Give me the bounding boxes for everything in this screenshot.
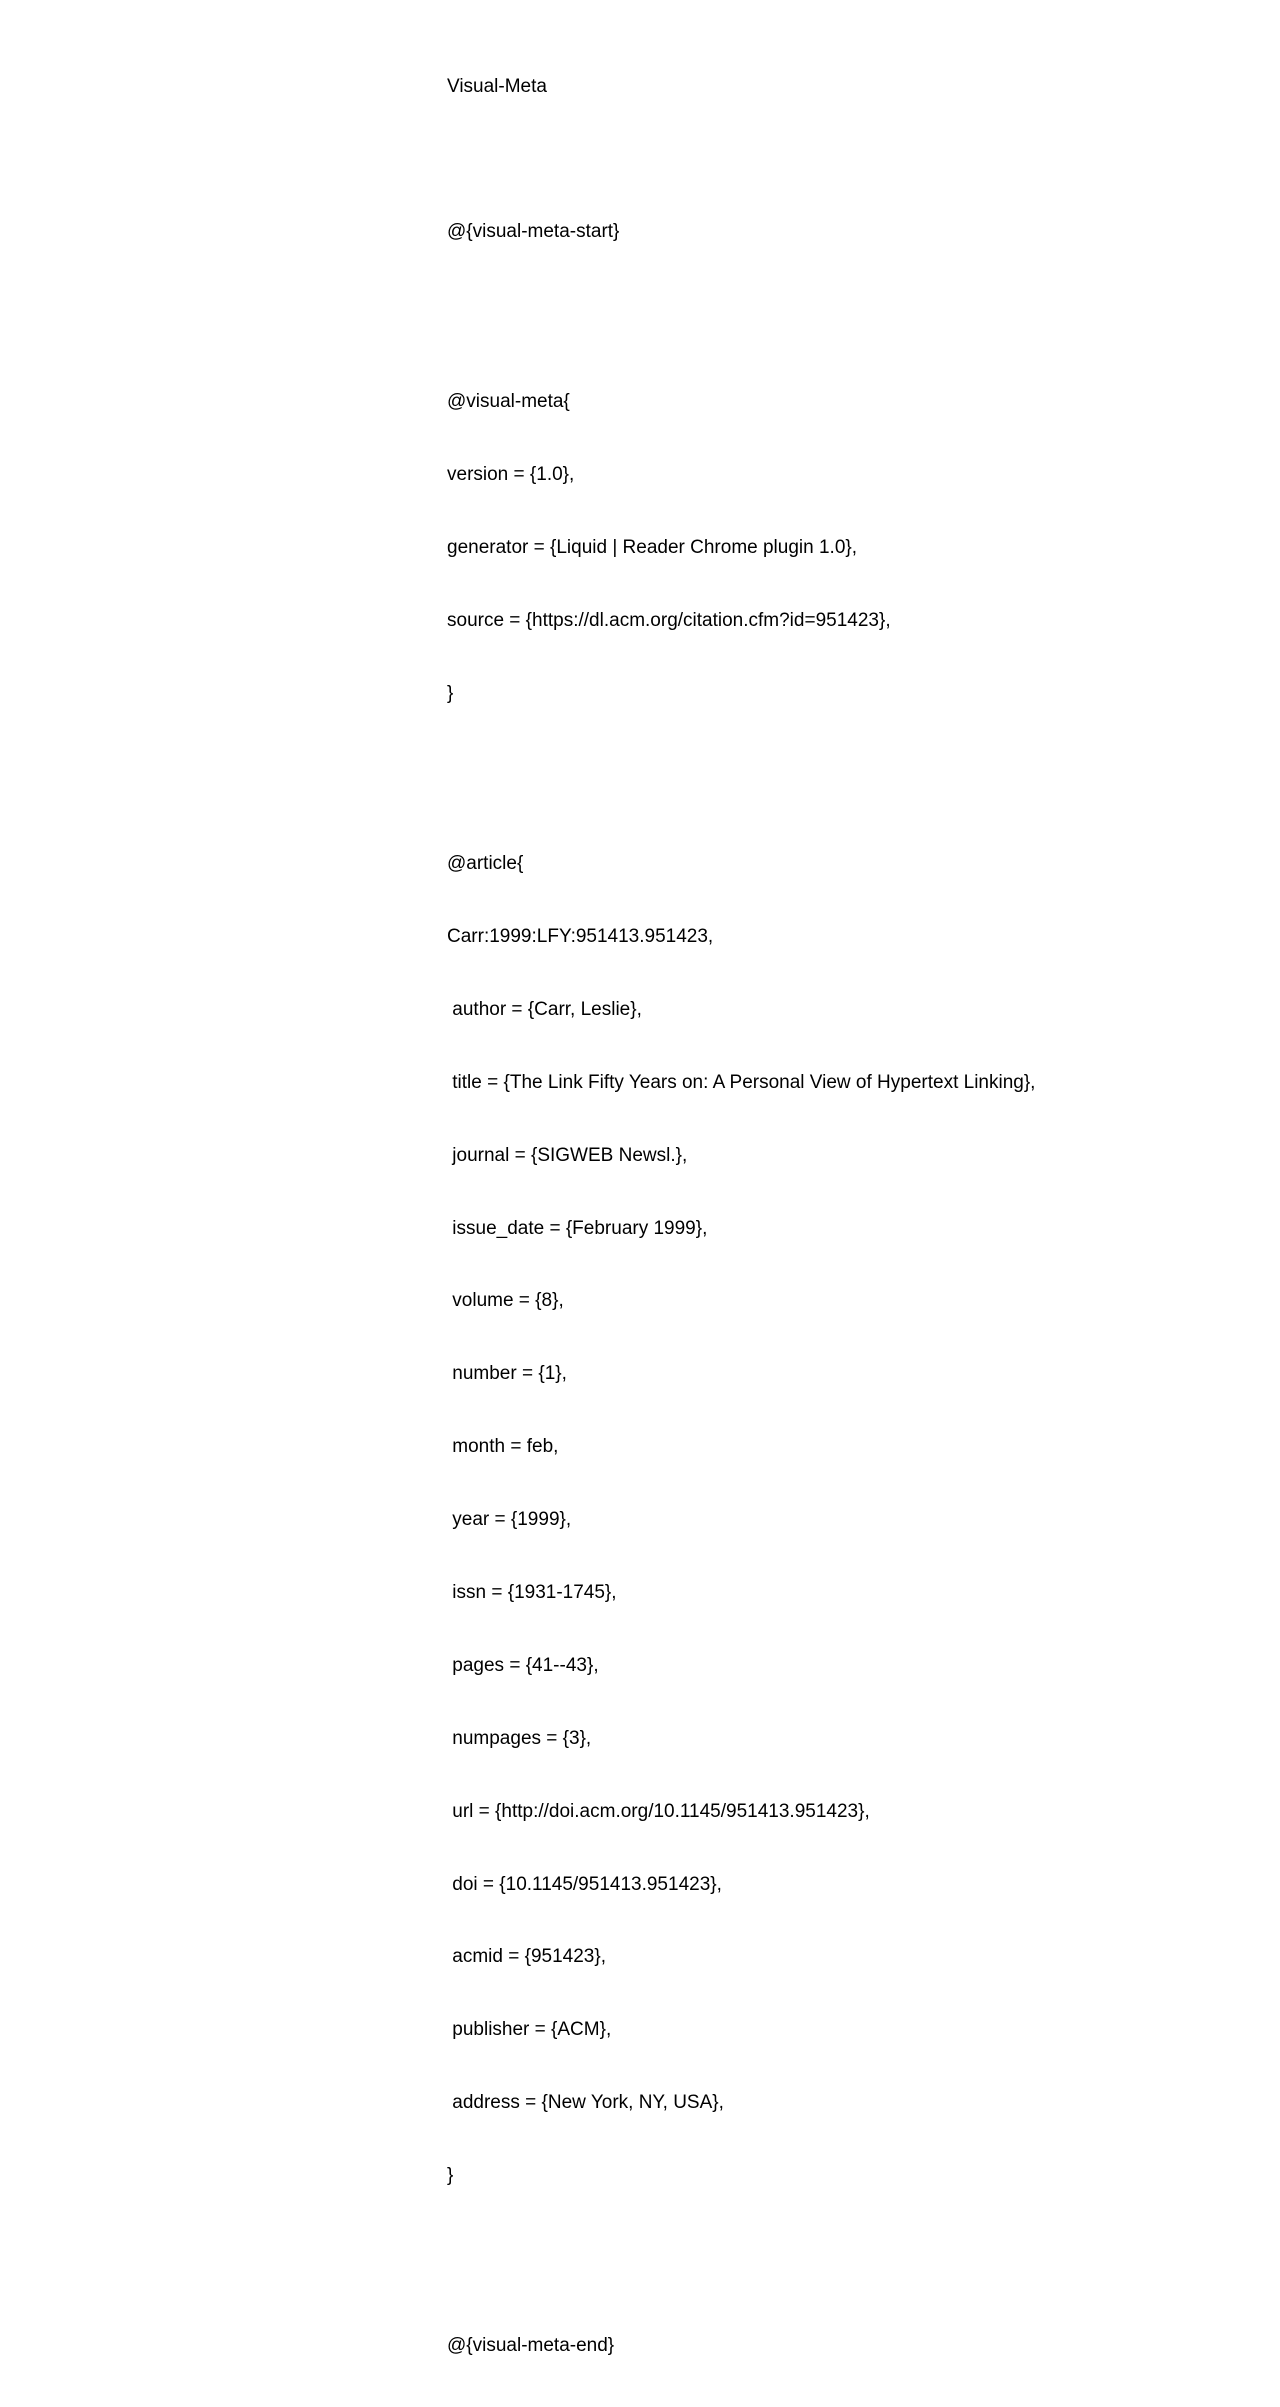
blank-line bbox=[447, 147, 1035, 171]
article-field-title: title = {The Link Fifty Years on: A Personal View of Hypertext Linking}, bbox=[447, 1071, 1036, 1093]
article-field-journal: journal = {SIGWEB Newsl.}, bbox=[447, 1144, 688, 1166]
meta-field-version: version = {1.0}, bbox=[447, 464, 575, 486]
visual-meta-start-marker: @{visual-meta-start} bbox=[447, 221, 620, 243]
visual-meta-end-marker: @{visual-meta-end} bbox=[447, 2335, 615, 2357]
meta-field-generator: generator = {Liquid | Reader Chrome plugin 1.0}, bbox=[447, 537, 858, 559]
visual-meta-open: @visual-meta{ bbox=[447, 391, 570, 413]
visual-meta-close: } bbox=[447, 683, 454, 705]
visual-meta-block bbox=[447, 26, 1035, 2407]
blank-line bbox=[447, 755, 1035, 779]
article-field-url: url = {http://doi.acm.org/10.1145/951413.951423}, bbox=[447, 1800, 870, 1822]
article-field-address: address = {New York, NY, USA}, bbox=[447, 2092, 724, 2114]
article-field-pages: pages = {41--43}, bbox=[447, 1654, 599, 1676]
article-close: } bbox=[447, 2165, 454, 2187]
article-field-numpages: numpages = {3}, bbox=[447, 1727, 592, 1749]
article-field-publisher: publisher = {ACM}, bbox=[447, 2019, 612, 2041]
article-field-month: month = feb, bbox=[447, 1436, 559, 1458]
meta-field-source: source = {https://dl.acm.org/citation.cfm?id=951423}, bbox=[447, 610, 891, 632]
article-field-number: number = {1}, bbox=[447, 1363, 567, 1385]
article-field-volume: volume = {8}, bbox=[447, 1290, 564, 1312]
article-field-issue-date: issue_date = {February 1999}, bbox=[447, 1217, 708, 1239]
article-key: Carr:1999:LFY:951413.951423, bbox=[447, 925, 714, 947]
blank-line bbox=[447, 293, 1035, 317]
doc-heading: Visual-Meta bbox=[447, 75, 547, 97]
article-field-doi: doi = {10.1145/951413.951423}, bbox=[447, 1873, 722, 1895]
article-field-author: author = {Carr, Leslie}, bbox=[447, 998, 642, 1020]
article-field-acmid: acmid = {951423}, bbox=[447, 1946, 606, 1968]
article-field-issn: issn = {1931-1745}, bbox=[447, 1582, 617, 1603]
article-open: @article{ bbox=[447, 853, 524, 875]
blank-line bbox=[447, 2237, 1035, 2261]
article-field-year: year = {1999}, bbox=[447, 1509, 572, 1531]
